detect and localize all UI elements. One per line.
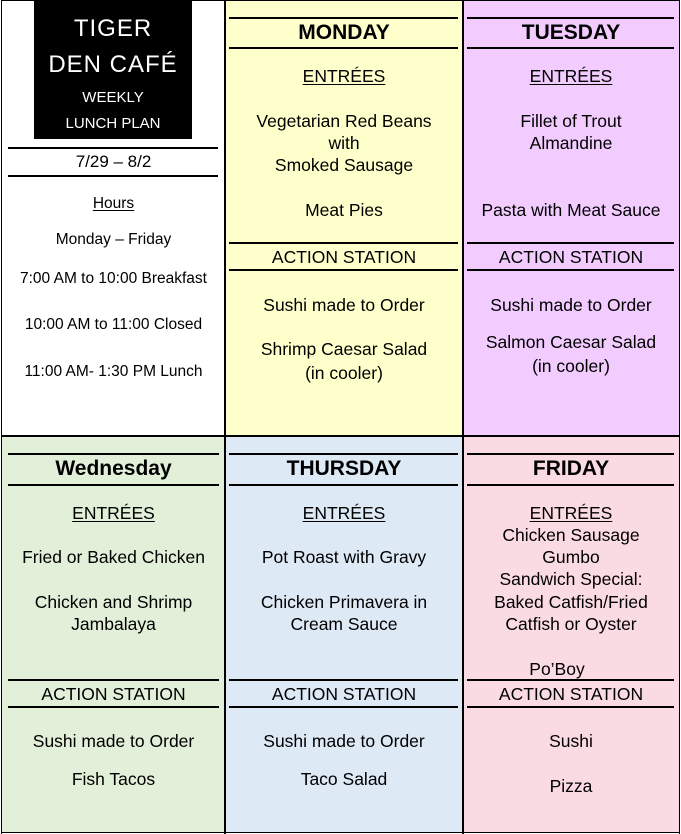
friday-action-line: Pizza	[549, 776, 593, 796]
monday-entree-line: Vegetarian Red Beans	[256, 111, 432, 131]
friday-entrees-label: ENTRÉES	[529, 503, 613, 523]
rule	[8, 706, 219, 708]
monday-action-line: Sushi made to Order	[263, 295, 425, 315]
friday-heading: FRIDAY	[532, 457, 610, 480]
rule	[8, 453, 219, 455]
grid-line	[679, 0, 680, 834]
logo-line-2: DEN CAFÉ	[48, 51, 178, 78]
friday-entree-line: Baked Catfish/Fried	[494, 592, 648, 612]
friday-entree-line: Po’Boy	[529, 659, 585, 679]
tuesday-entree-line: Almandine	[529, 133, 613, 153]
rule	[8, 147, 218, 149]
thursday-action-line: Sushi made to Order	[263, 731, 425, 751]
tuesday-entree-line: Fillet of Trout	[520, 111, 622, 131]
thursday-entree-line: Pot Roast with Gravy	[261, 547, 427, 567]
monday-action-line: Shrimp Caesar Salad	[260, 339, 428, 359]
friday-entree-line: Sandwich Special:	[499, 569, 643, 589]
rule	[8, 679, 219, 681]
monday-heading: MONDAY	[298, 21, 390, 44]
date-range: 7/29 – 8/2	[75, 152, 152, 171]
rule	[467, 484, 674, 486]
tuesday-action-line: Sushi made to Order	[490, 295, 652, 315]
rule	[229, 269, 458, 271]
rule	[467, 679, 674, 681]
hours-breakfast: 7:00 AM to 10:00 Breakfast	[20, 270, 207, 287]
rule	[467, 17, 674, 19]
wednesday-entree-line: Chicken and Shrimp	[34, 592, 193, 612]
tuesday-heading: TUESDAY	[521, 21, 621, 44]
friday-action-label: ACTION STATION	[498, 684, 644, 704]
logo-line-3: WEEKLY	[82, 89, 144, 106]
thursday-entree-line: Cream Sauce	[290, 614, 398, 634]
wednesday-action-line: Sushi made to Order	[32, 731, 195, 751]
thursday-action-label: ACTION STATION	[271, 684, 417, 704]
wednesday-action-line: Fish Tacos	[71, 769, 156, 789]
hours-lunch: 11:00 AM- 1:30 PM Lunch	[24, 363, 203, 380]
wednesday-entree-line: Fried or Baked Chicken	[22, 547, 205, 567]
thursday-entrees-label: ENTRÉES	[302, 503, 386, 523]
friday-entree-line: Catfish or Oyster	[505, 614, 637, 634]
friday-entree-line: Gumbo	[542, 547, 600, 567]
tuesday-action-line: Salmon Caesar Salad	[485, 332, 657, 352]
rule	[229, 453, 458, 455]
hours-days: Monday – Friday	[55, 231, 172, 248]
thursday-action-line: Taco Salad	[300, 769, 388, 789]
monday-action-line: (in cooler)	[305, 363, 383, 383]
grid-line	[1, 435, 680, 437]
rule	[8, 484, 219, 486]
logo-line-4: LUNCH PLAN	[65, 115, 161, 132]
rule	[467, 453, 674, 455]
monday-entrees-label: ENTRÉES	[302, 66, 386, 86]
rule	[229, 242, 458, 244]
rule	[229, 484, 458, 486]
grid-line	[1, 0, 2, 834]
friday-entree-line: Chicken Sausage	[502, 525, 640, 545]
rule	[229, 47, 458, 49]
rule	[467, 47, 674, 49]
rule	[8, 175, 218, 177]
hours-title: Hours	[92, 195, 135, 212]
hours-closed: 10:00 AM to 11:00 Closed	[24, 316, 203, 333]
thursday-heading: THURSDAY	[286, 457, 402, 480]
tuesday-entree-line: Pasta with Meat Sauce	[481, 200, 661, 220]
tuesday-action-line: (in cooler)	[532, 356, 610, 376]
cafe-logo	[34, 1, 192, 139]
monday-entree-line: Meat Pies	[305, 200, 383, 220]
tuesday-entrees-label: ENTRÉES	[529, 66, 613, 86]
wednesday-heading: Wednesday	[55, 457, 172, 480]
wednesday-entrees-label: ENTRÉES	[72, 503, 155, 523]
rule	[467, 269, 674, 271]
rule	[229, 706, 458, 708]
grid-line	[1, 832, 680, 833]
friday-action-line: Sushi	[549, 731, 593, 751]
thursday-entree-line: Chicken Primavera in	[260, 592, 428, 612]
monday-entree-line: Smoked Sausage	[274, 155, 414, 175]
logo-line-1: TIGER	[73, 15, 153, 42]
rule	[229, 17, 458, 19]
rule	[467, 706, 674, 708]
monday-entree-line: with	[328, 133, 360, 153]
monday-action-label: ACTION STATION	[271, 247, 417, 267]
tuesday-action-label: ACTION STATION	[498, 247, 644, 267]
wednesday-entree-line: Jambalaya	[71, 614, 156, 634]
rule	[467, 242, 674, 244]
rule	[229, 679, 458, 681]
wednesday-action-label: ACTION STATION	[41, 684, 186, 704]
